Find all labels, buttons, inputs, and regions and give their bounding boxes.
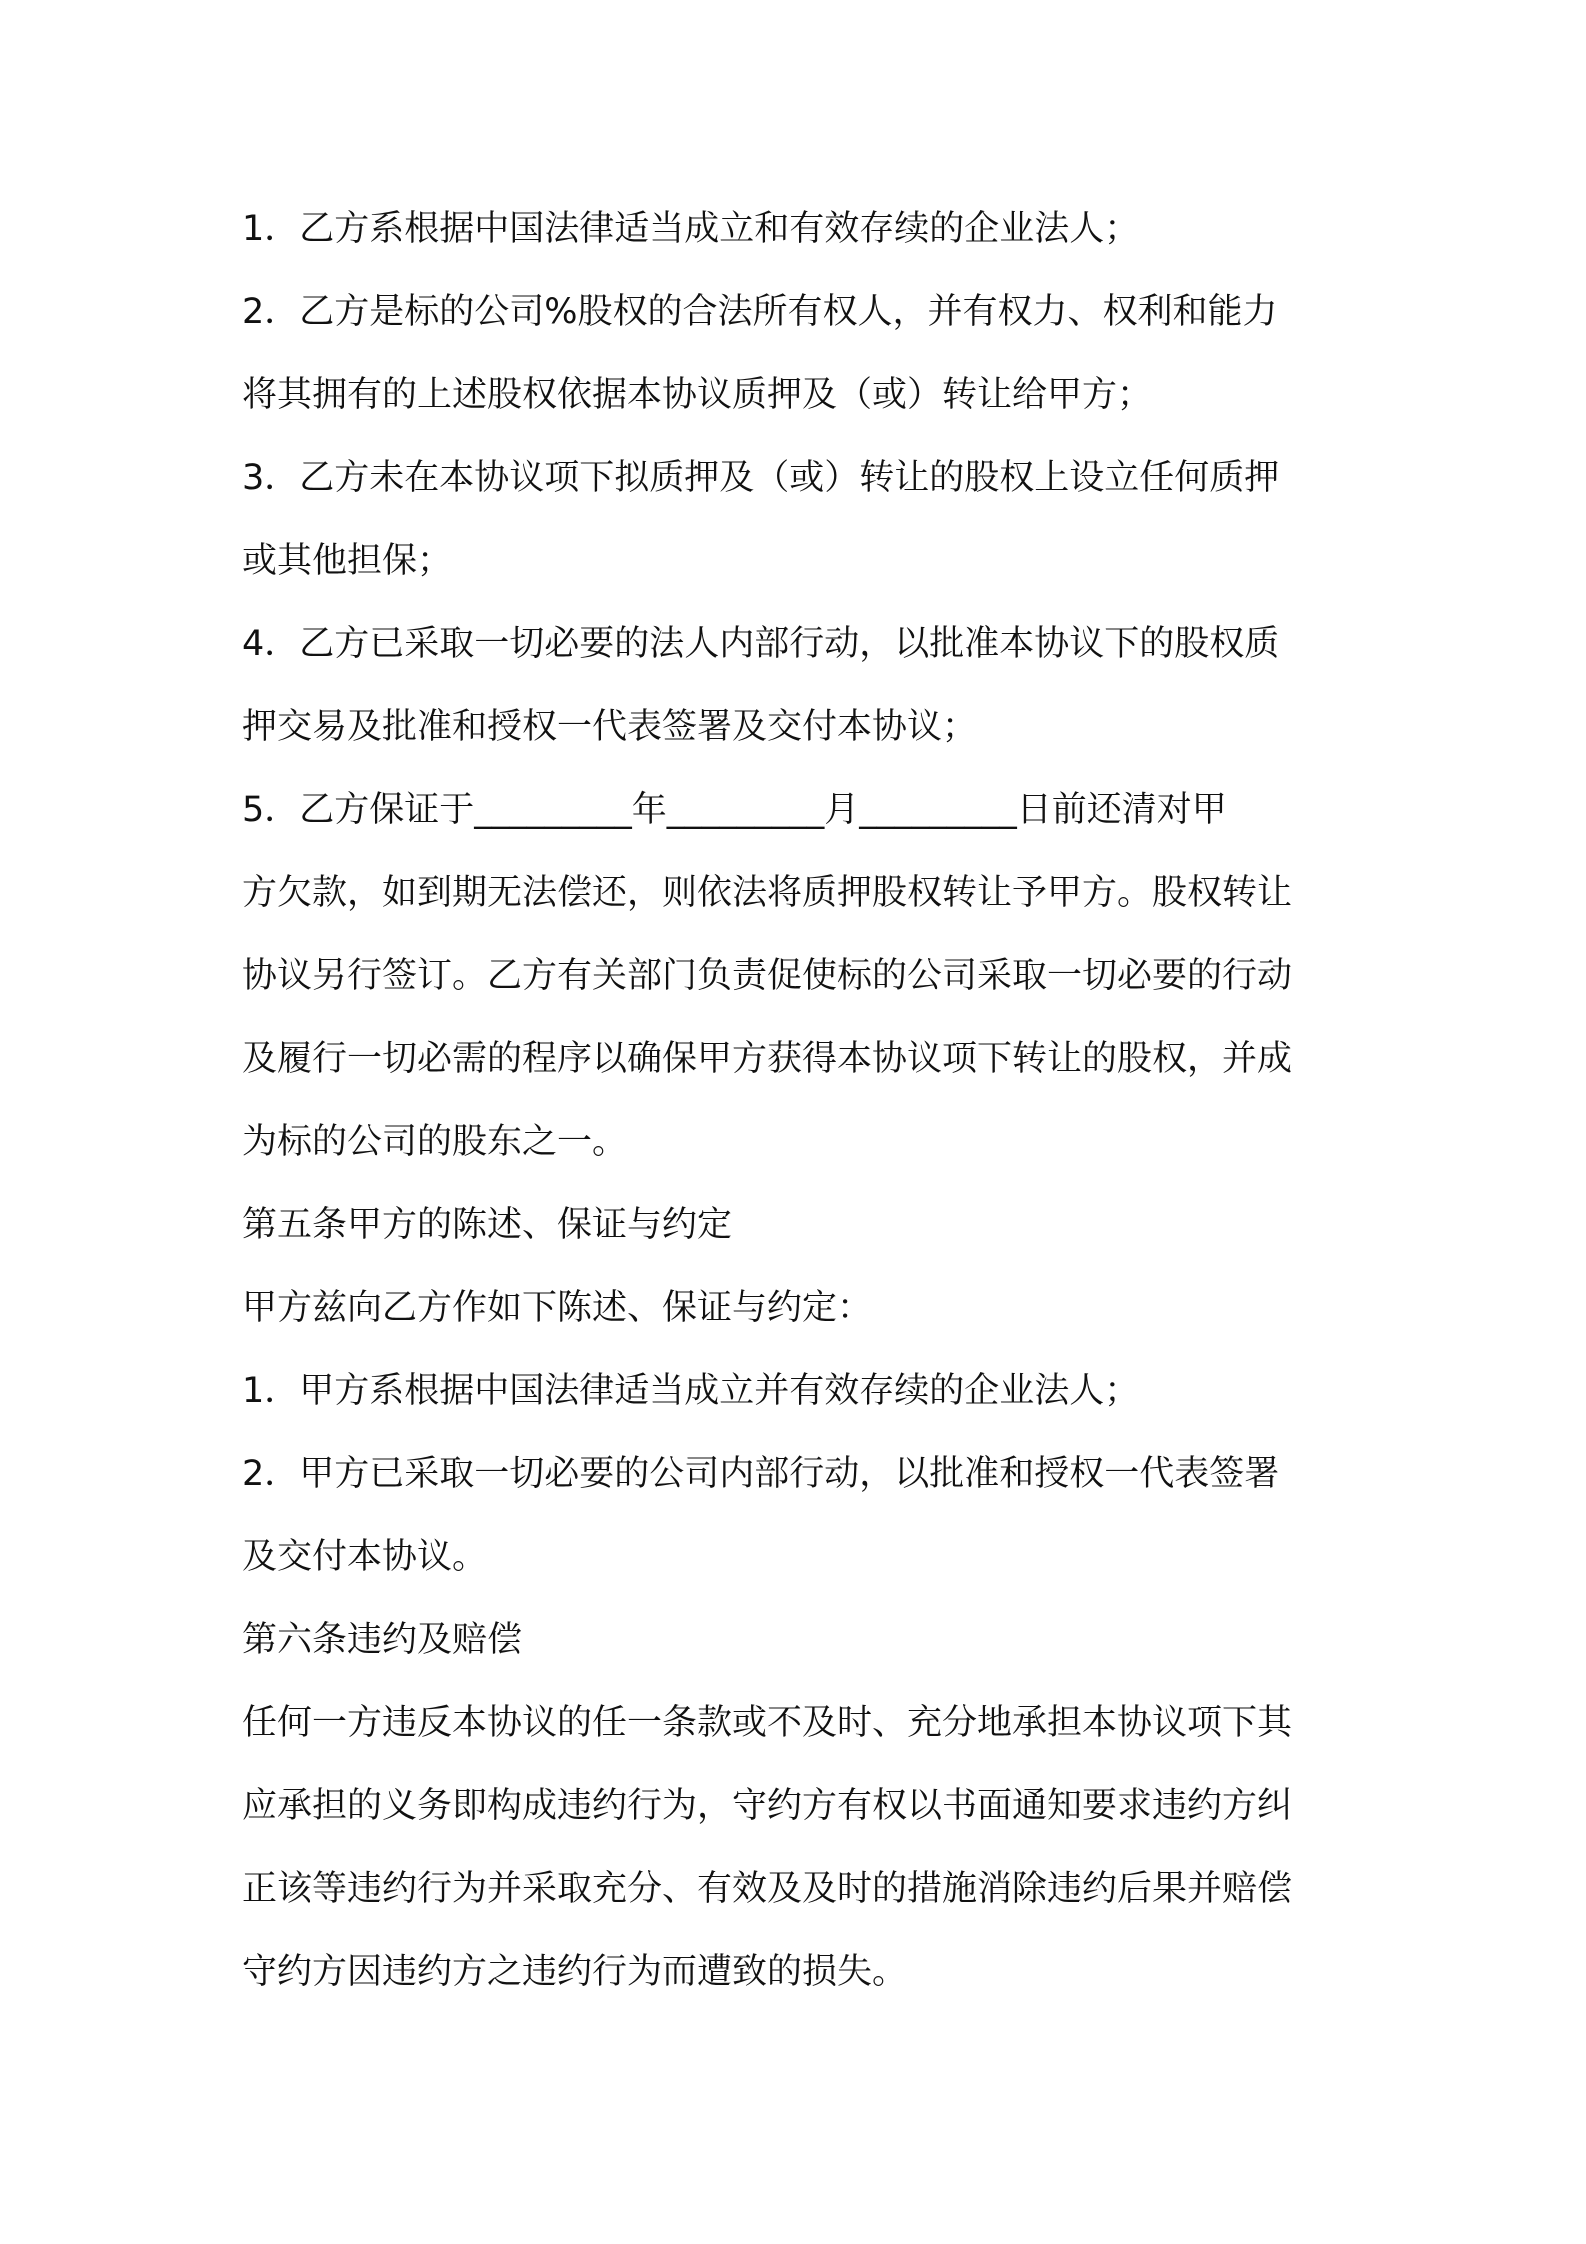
clause-line: 将其拥有的上述股权依据本协议质押及（或）转让给甲方； xyxy=(242,375,1153,415)
clause-line: 守约方因违约方之违约行为而遭致的损失。 xyxy=(242,1952,908,1992)
clause-line: 2．乙方是标的公司%股权的合法所有权人，并有权力、权利和能力 xyxy=(242,292,1278,332)
clause-line: 正该等违约行为并采取充分、有效及及时的措施消除违约后果并赔偿 xyxy=(242,1869,1293,1909)
clause-line: 及交付本协议。 xyxy=(242,1537,488,1577)
clause-line: 3．乙方未在本协议项下拟质押及（或）转让的股权上设立任何质押 xyxy=(242,458,1280,498)
section-heading: 第六条违约及赔偿 xyxy=(242,1620,523,1660)
clause-line: 5．乙方保证于_________年_________月_________日前还清对甲 xyxy=(242,790,1227,830)
clause-line: 为标的公司的股东之一。 xyxy=(242,1122,628,1162)
clause-line: 应承担的义务即构成违约行为，守约方有权以书面通知要求违约方纠 xyxy=(242,1786,1293,1826)
clause-line: 2．甲方已采取一切必要的公司内部行动，以批准和授权一代表签署 xyxy=(242,1454,1280,1494)
clause-line: 任何一方违反本协议的任一条款或不及时、充分地承担本协议项下其 xyxy=(242,1703,1293,1743)
clause-line: 押交易及批准和授权一代表签署及交付本协议； xyxy=(242,707,978,747)
clause-line: 或其他担保； xyxy=(242,541,453,581)
section-heading: 第五条甲方的陈述、保证与约定 xyxy=(242,1205,733,1245)
clause-line: 方欠款，如到期无法偿还，则依法将质押股权转让予甲方。股权转让 xyxy=(242,873,1293,913)
clause-line: 1．甲方系根据中国法律适当成立并有效存续的企业法人； xyxy=(242,1371,1140,1411)
clause-line: 1．乙方系根据中国法律适当成立和有效存续的企业法人； xyxy=(242,209,1140,249)
clause-line: 协议另行签订。乙方有关部门负责促使标的公司采取一切必要的行动 xyxy=(242,956,1293,996)
clause-line: 及履行一切必需的程序以确保甲方获得本协议项下转让的股权，并成 xyxy=(242,1039,1293,1079)
document-body xyxy=(242,188,1362,2014)
clause-line: 4．乙方已采取一切必要的法人内部行动，以批准本协议下的股权质 xyxy=(242,624,1280,664)
clause-line: 甲方兹向乙方作如下陈述、保证与约定： xyxy=(242,1288,873,1328)
